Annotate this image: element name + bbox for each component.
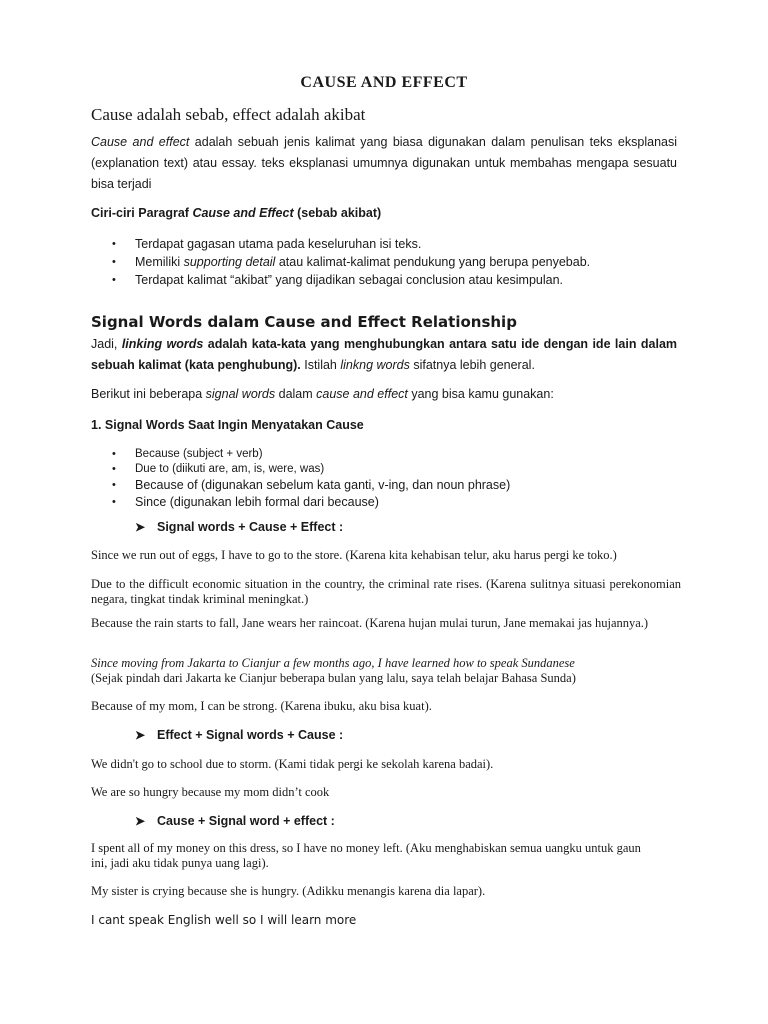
arrowhead-bullet-icon: ➤ (135, 814, 146, 828)
document-subtitle: Cause adalah sebab, effect adalah akibat (91, 105, 366, 124)
example-sentence: I cant speak English well so I will learn more (91, 913, 357, 927)
example-sentence: My sister is crying because she is hungry. (Adikku menangis karena dia lapar). (91, 884, 486, 898)
list-item: • Because of (digunakan sebelum kata ganti, v-ing, dan noun phrase) (112, 477, 678, 494)
example-sentence: Because of my mom, I can be strong. (Karena ibuku, aku bisa kuat). (91, 699, 432, 713)
list-item-post: atau kalimat-kalimat pendukung yang berupa penyebab. (275, 255, 591, 269)
intro-paragraph (91, 132, 677, 195)
ciri-heading-italic: Cause and Effect (192, 206, 294, 220)
list-item-italic: supporting detail (183, 255, 276, 269)
list-item: • Since (digunakan lebih formal dari because) (112, 494, 678, 511)
signal-desc-p4: Istilah (300, 358, 341, 372)
pattern1-label: Signal words + Cause + Effect : (157, 520, 344, 534)
pattern3-label: Cause + Signal word + effect : (157, 814, 335, 828)
list-item: • Terdapat kalimat “akibat” yang dijadikan sebagai conclusion atau kesimpulan. (112, 272, 678, 289)
example-since-translation: (Sejak pindah dari Jakarta ke Cianjur beberapa bulan yang lalu, saya telah belajar Bahasa Sunda) (91, 671, 576, 685)
ciri-heading-pre: Ciri-ciri Paragraf (91, 206, 193, 220)
intro-italic: Cause and effect (91, 135, 190, 149)
berikut-p3: dalam (275, 387, 317, 401)
berikut-italic-1: signal words (205, 387, 276, 401)
berikut-p5: yang bisa kamu gunakan: (407, 387, 554, 401)
intro-text: adalah sebuah jenis kalimat yang biasa digunakan dalam penulisan teks eksplanasi (explanation text) atau essay. teks eksplanasi umumnya digunakan untuk membahas mengapa sesuatu bisa terjadi (91, 135, 677, 191)
document-title: CAUSE AND EFFECT (300, 74, 468, 91)
pattern2-heading (135, 728, 343, 742)
example-sentence: Since we run out of eggs, I have to go to the store. (Karena kita kehabisan telur, aku harus pergi ke toko.) (91, 548, 617, 562)
example-since (91, 656, 681, 686)
signal-desc-p1: Jadi, (91, 337, 122, 351)
ciri-list (112, 236, 678, 289)
example-sentence: We are so hungry because my mom didn’t cook (91, 785, 330, 799)
signal-words-heading: Signal Words dalam Cause and Effect Relationship (91, 313, 517, 331)
signal-desc-p6: sifatnya lebih general. (409, 358, 535, 372)
example-sentence: We didn't go to school due to storm. (Kami tidak pergi ke sekolah karena badai). (91, 757, 494, 771)
berikut-italic-2: cause and effect (316, 387, 408, 401)
section1-heading: 1. Signal Words Saat Ingin Menyatakan Cause (91, 418, 364, 432)
pattern3-heading (135, 814, 335, 828)
list-item: • Because (subject + verb) (112, 447, 678, 462)
ciri-heading (91, 206, 381, 220)
example-sentence: I spent all of my money on this dress, so I have no money left. (Aku menghabiskan semua uangku untuk gaun ini, jadi aku tidak punya uang lagi). (91, 841, 641, 870)
ciri-heading-post: (sebab akibat) (293, 206, 382, 220)
signal-desc-italic: linkng words (340, 358, 410, 372)
pattern2-label: Effect + Signal words + Cause : (157, 728, 344, 742)
example-since-sentence: Since moving from Jakarta to Cianjur a few months ago, I have learned how to speak Sundanese (91, 656, 575, 670)
berikut-p1: Berikut ini beberapa (91, 387, 206, 401)
pattern1-heading (135, 520, 343, 534)
signal-desc-bold: adalah kata-kata yang menghubungkan antara satu ide dengan ide lain dalam sebuah kalimat (kata penghubung). (91, 337, 678, 372)
arrowhead-bullet-icon: ➤ (135, 520, 146, 534)
example-sentence: Because the rain starts to fall, Jane wears her raincoat. (Karena hujan mulai turun, Jane memakai jas hujannya.) (91, 616, 649, 630)
arrowhead-bullet-icon: ➤ (135, 728, 146, 742)
signal-desc-paragraph (91, 334, 677, 376)
section1-list (112, 447, 678, 511)
berikut-paragraph (91, 387, 554, 401)
list-item: • Terdapat gagasan utama pada keseluruhan isi teks. (112, 236, 678, 253)
signal-desc-term: linking words (121, 337, 204, 351)
example-sentence: Due to the difficult economic situation in the country, the criminal rate rises. (Karena sulitnya situasi perekonomian negara, tingkat tindak kriminal meningkat.) (91, 577, 681, 606)
list-item (112, 254, 678, 271)
list-item: • Due to (diikuti are, am, is, were, was) (112, 462, 678, 477)
list-item-pre: Memiliki (135, 255, 184, 269)
